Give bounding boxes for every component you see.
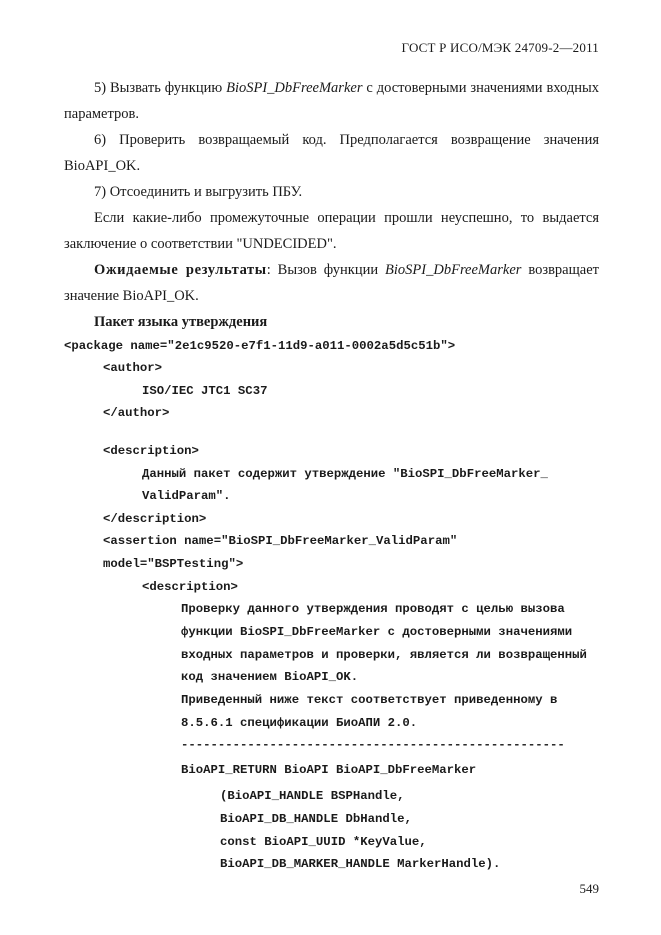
- code-function-parameter: BioAPI_DB_HANDLE DbHandle,: [220, 812, 412, 826]
- code-separator-line: ----------------------------------------------------: [181, 738, 565, 752]
- document-header: ГОСТ Р ИСО/МЭК 24709-2—2011: [401, 40, 599, 55]
- step-5-text-pre: 5) Вызвать функцию: [94, 80, 227, 96]
- code-assertion-description-text: функции BioSPI_DbFreeMarker с достоверными значениями: [181, 625, 573, 639]
- code-assertion-description-text: Приведенный ниже текст соответствует приведенному в: [181, 693, 558, 707]
- code-function-parameter: BioAPI_DB_MARKER_HANDLE MarkerHandle).: [220, 857, 501, 871]
- code-author-value: ISO/IEC JTC1 SC37: [142, 384, 268, 398]
- expected-results-label: Ожидаемые результаты: [94, 262, 267, 278]
- code-author-open: <author>: [103, 361, 163, 375]
- step-6-paragraph: 6) Проверить возвращаемый код. Предполагается возвращение значения BioAPI_OK.: [64, 132, 599, 174]
- failure-paragraph: Если какие-либо промежуточные операции прошли неуспешно, то выдается заключение о соответствии "UNDECIDED".: [64, 210, 599, 252]
- code-assertion-model: model="BSPTesting">: [103, 557, 244, 571]
- code-package-open: <package name="2e1c9520-e7f1-11d9-a011-0002a5d5c51b">: [64, 339, 456, 353]
- code-author-close: </author>: [103, 406, 170, 420]
- code-assertion-description-text: Проверку данного утверждения проводят с целью вызова: [181, 602, 565, 616]
- page-number: 549: [579, 881, 599, 896]
- step-5-text-post: с достоверными значениями входных параметров.: [64, 80, 599, 122]
- code-description-text: Данный пакет содержит утверждение "BioSPI_DbFreeMarker_: [142, 467, 548, 481]
- code-description-text: ValidParam".: [142, 489, 231, 503]
- code-assertion-description-open: <description>: [142, 580, 238, 594]
- code-assertion-description-text: входных параметров и проверки, является ли возвращенный: [181, 648, 587, 662]
- code-function-signature: BioAPI_RETURN BioAPI BioAPI_DbFreeMarker: [181, 763, 477, 777]
- code-assertion-open: <assertion name="BioSPI_DbFreeMarker_ValidParam": [103, 534, 458, 548]
- code-assertion-description-text: код значением BioAPI_OK.: [181, 670, 359, 684]
- function-name: BioSPI_DbFreeMarker: [385, 262, 522, 278]
- code-description-close: </description>: [103, 512, 207, 526]
- code-description-open: <description>: [103, 444, 199, 458]
- expected-text-pre: : Вызов функции: [266, 262, 386, 278]
- code-function-parameter: (BioAPI_HANDLE BSPHandle,: [220, 789, 405, 803]
- code-assertion-description-text: 8.5.6.1 спецификации БиоАПИ 2.0.: [181, 716, 418, 730]
- expected-results-paragraph: [64, 257, 599, 309]
- function-name: BioSPI_DbFreeMarker: [226, 80, 363, 96]
- package-heading: Пакет языка утверждения: [94, 314, 268, 330]
- step-5-paragraph: [64, 75, 599, 127]
- expected-text-post: возвращает значение BioAPI_OK.: [64, 262, 599, 304]
- code-function-parameter: const BioAPI_UUID *KeyValue,: [220, 835, 427, 849]
- step-7-paragraph: 7) Отсоединить и выгрузить ПБУ.: [94, 184, 303, 200]
